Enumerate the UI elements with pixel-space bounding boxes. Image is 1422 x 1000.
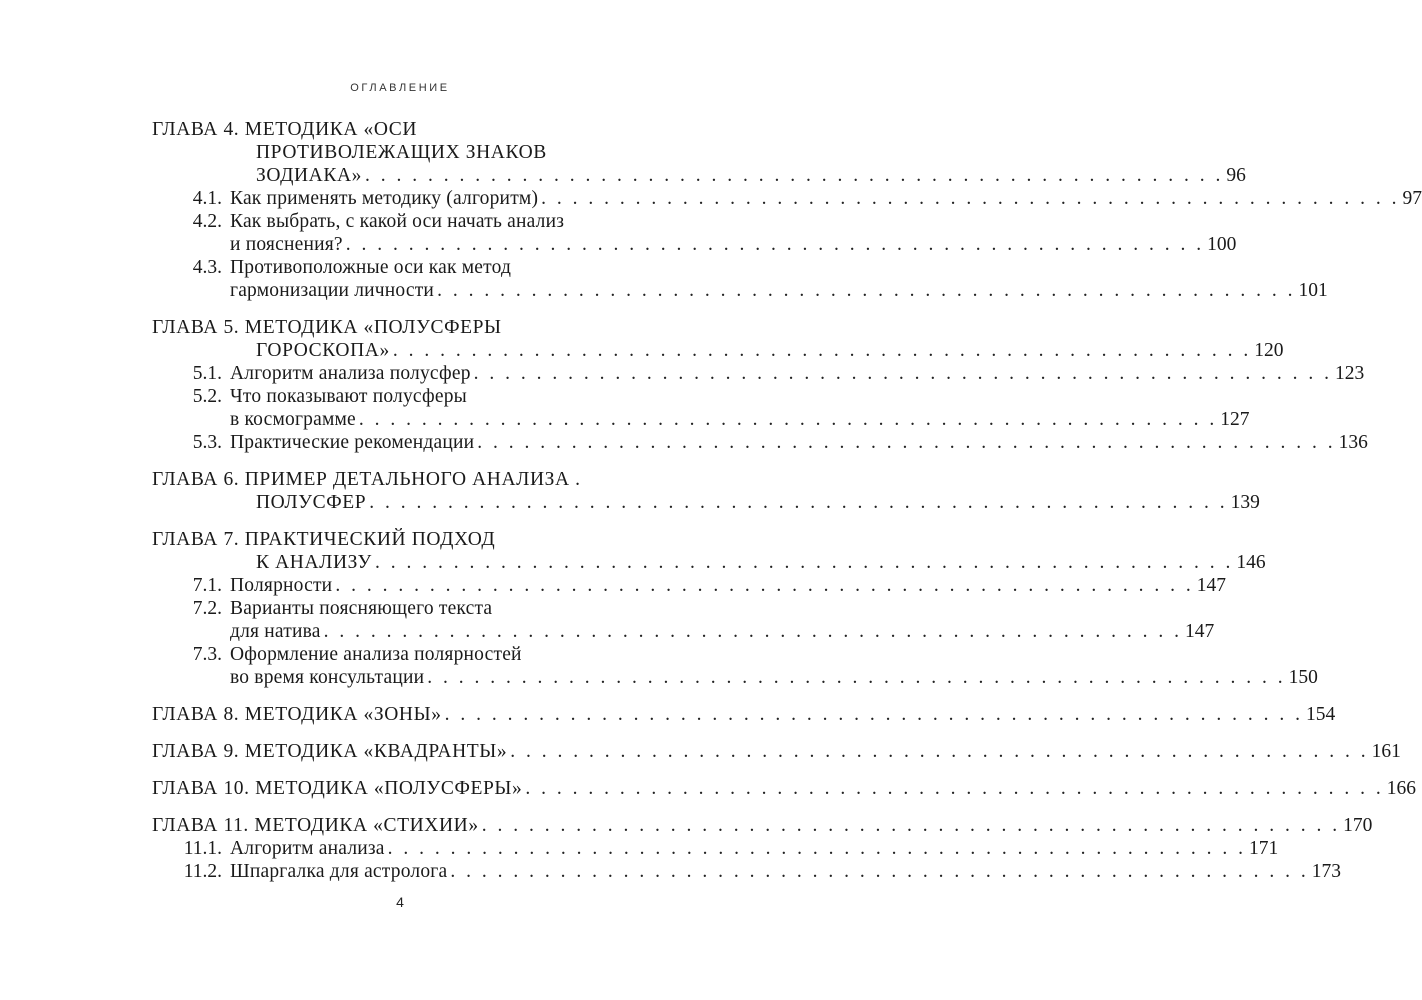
toc-page-number: 101 (1298, 280, 1328, 301)
toc-line[interactable] (230, 431, 1368, 454)
toc-page-number: 170 (1343, 815, 1373, 836)
section-number: 4.1. (192, 188, 222, 209)
toc-section[interactable] (152, 187, 1422, 210)
toc-line[interactable] (152, 118, 700, 141)
toc-line[interactable] (152, 316, 700, 339)
toc-line[interactable] (230, 860, 1341, 883)
toc-entry-title: ЗОДИАКА» (256, 165, 362, 186)
toc-entry-title: ГОРОСКОПА» (256, 340, 390, 361)
section-body (230, 643, 1318, 689)
toc-page-number: 171 (1249, 838, 1279, 859)
toc-chapter (152, 777, 1416, 800)
dot-leader: . . . . . . . . . . . . . . . . . . . . . . . . . . . . . . . . . . . . . . . . . . . . . . . . . . . . . . . (481, 815, 1341, 836)
section-body (230, 210, 1237, 256)
section-body (230, 837, 1279, 860)
toc-entry-title: Шпаргалка для астролога (230, 861, 448, 882)
toc-line[interactable] (230, 362, 1365, 385)
toc-line[interactable] (152, 740, 1401, 763)
toc-line[interactable] (230, 837, 1279, 860)
toc-line[interactable] (152, 528, 700, 551)
toc-section[interactable] (152, 210, 1237, 256)
dot-leader: . . . . . . . . . . . . . . . . . . . . . . . . . . . . . . . . . . . . . . . . . . . . . . . . . . . . . . . (374, 552, 1234, 573)
toc-entry-title: гармонизации личности (230, 280, 435, 301)
toc-entry-title: Практические рекомендации (230, 432, 475, 453)
chapter-heading[interactable] (152, 777, 1416, 800)
toc-section[interactable] (152, 256, 1328, 302)
dot-leader: . . . . . . . . . . . . . . . . . . . . . . . . . . . . . . . . . . . . . . . . . . . . . . . . . . . . . . . (427, 667, 1286, 688)
toc-page-number: 146 (1236, 552, 1266, 573)
toc-line[interactable] (230, 408, 1250, 431)
table-of-contents (152, 118, 1422, 897)
toc-entry-title: и пояснения? (230, 234, 343, 255)
toc-entry-title: Алгоритм анализа (230, 838, 385, 859)
toc-line[interactable] (152, 777, 1416, 800)
dot-leader: . . . . . . . . . . . . . . . . . . . . . . . . . . . . . . . . . . . . . . . . . . . . . . . . . . . . . . . (510, 741, 1369, 762)
toc-entry-title: Полярности (230, 575, 333, 596)
toc-entry-title: Как применять методику (алгоритм) (230, 188, 539, 209)
chapter-heading[interactable] (152, 814, 1373, 837)
toc-line[interactable] (230, 187, 1422, 210)
toc-entry-title: для натива (230, 621, 321, 642)
dot-leader: . . . . . . . . . . . . . . . . . . . . . . . . . . . . . . . . . . . . . . . . . . . . . . . . . . . . . . . (345, 234, 1205, 255)
toc-line[interactable] (230, 385, 700, 408)
toc-entry-title: Алгоритм анализа полусфер (230, 363, 471, 384)
toc-entry-title: К АНАЛИЗУ (256, 552, 372, 573)
toc-page-number: 173 (1311, 861, 1341, 882)
toc-chapter (152, 118, 1422, 302)
toc-page-number: 96 (1226, 165, 1246, 186)
toc-entry-title: ГЛАВА 4. МЕТОДИКА «ОСИ (152, 119, 418, 140)
dot-leader: . . . . . . . . . . . . . . . . . . . . . . . . . . . . . . . . . . . . . . . . . . . . . . . . . . . . . . . (365, 165, 1224, 186)
section-body (230, 574, 1226, 597)
section-body (230, 860, 1341, 883)
toc-section[interactable] (152, 385, 1250, 431)
section-body (230, 597, 1215, 643)
chapter-heading[interactable] (152, 528, 1266, 574)
toc-line[interactable] (230, 666, 1318, 689)
chapter-heading[interactable] (152, 468, 1260, 514)
toc-entry-title: ГЛАВА 7. ПРАКТИЧЕСКИЙ ПОДХОД (152, 529, 496, 550)
toc-entry-title: Варианты поясняющего текста (230, 598, 493, 619)
toc-page-number: 161 (1371, 741, 1401, 762)
section-number: 7.3. (192, 644, 222, 665)
toc-entry-title: ГЛАВА 10. МЕТОДИКА «ПОЛУСФЕРЫ» (152, 778, 523, 799)
dot-leader: . . . . . . . . . . . . . . . . . . . . . . . . . . . . . . . . . . . . . . . . . . . . . . . . . . . . . . . (477, 432, 1336, 453)
toc-line[interactable] (230, 210, 700, 233)
section-number: 5.3. (192, 432, 222, 453)
dot-leader: . . . . . . . . . . . . . . . . . . . . . . . . . . . . . . . . . . . . . . . . . . . . . . . . . . . . . . . (323, 621, 1183, 642)
dot-leader: . . . . . . . . . . . . . . . . . . . . . . . . . . . . . . . . . . . . . . . . . . . . . . . . . . . . . . . (335, 575, 1194, 596)
toc-entry-title: ГЛАВА 11. МЕТОДИКА «СТИХИИ» (152, 815, 479, 836)
toc-page-number: 166 (1386, 778, 1416, 799)
toc-line[interactable] (230, 256, 700, 279)
toc-section[interactable] (152, 362, 1365, 385)
toc-page-number: 123 (1335, 363, 1365, 384)
toc-entry-title: Что показывают полусферы (230, 386, 467, 407)
toc-page-number: 127 (1220, 409, 1250, 430)
toc-chapter (152, 528, 1318, 689)
toc-chapter (152, 814, 1373, 883)
toc-line[interactable] (152, 468, 700, 491)
toc-line[interactable] (152, 164, 1246, 187)
section-body (230, 256, 1328, 302)
page-number: 4 (396, 894, 404, 910)
chapter-heading[interactable] (152, 740, 1401, 763)
toc-page-number: 150 (1288, 667, 1318, 688)
toc-entry-title: ПОЛУСФЕР (256, 492, 367, 513)
section-number: 7.1. (192, 575, 222, 596)
dot-leader: . . . . . . . . . . . . . . . . . . . . . . . . . . . . . . . . . . . . . . . . . . . . . . . . . . . . . . . (444, 704, 1303, 725)
toc-line[interactable] (152, 551, 1266, 574)
section-number: 7.2. (192, 598, 222, 619)
dot-leader: . . . . . . . . . . . . . . . . . . . . . . . . . . . . . . . . . . . . . . . . . . . . . . . . . . . . . . . (392, 340, 1252, 361)
toc-line[interactable] (230, 574, 1226, 597)
toc-entry-title: ГЛАВА 9. МЕТОДИКА «КВАДРАНТЫ» (152, 741, 508, 762)
section-number: 11.1. (183, 838, 222, 859)
toc-chapter (152, 316, 1368, 454)
toc-line[interactable] (152, 703, 1336, 726)
toc-line[interactable] (152, 491, 1260, 514)
dot-leader: . . . . . . . . . . . . . . . . . . . . . . . . . . . . . . . . . . . . . . . . . . . . . . . . . . . . . . . (387, 838, 1247, 859)
dot-leader: . . . . . . . . . . . . . . . . . . . . . . . . . . . . . . . . . . . . . . . . . . . . . . . . . . . . . . . (450, 861, 1309, 882)
section-body (230, 385, 1250, 431)
dot-leader: . . . . . . . . . . . . . . . . . . . . . . . . . . . . . . . . . . . . . . . . . . . . . . . . . . . . . . . (525, 778, 1384, 799)
dot-leader: . . . . . . . . . . . . . . . . . . . . . . . . . . . . . . . . . . . . . . . . . . . . . . . . . . . . . . . (541, 188, 1400, 209)
section-body (230, 431, 1368, 454)
section-body (230, 362, 1365, 385)
section-number: 5.1. (192, 363, 222, 384)
toc-entry-title: Оформление анализа полярностей (230, 644, 522, 665)
toc-page-number: 120 (1254, 340, 1284, 361)
toc-page-number: 97 (1402, 188, 1422, 209)
dot-leader: . . . . . . . . . . . . . . . . . . . . . . . . . . . . . . . . . . . . . . . . . . . . . . . . . . . . . . . (437, 280, 1296, 301)
toc-line[interactable] (230, 620, 1215, 643)
toc-section[interactable] (152, 837, 1279, 860)
toc-chapter (152, 703, 1336, 726)
toc-page-number: 136 (1338, 432, 1368, 453)
toc-line[interactable] (152, 339, 1284, 362)
toc-entry-title: ГЛАВА 6. ПРИМЕР ДЕТАЛЬНОГО АНАЛИЗА . (152, 469, 581, 490)
section-number: 4.3. (192, 257, 222, 278)
toc-chapter (152, 740, 1401, 763)
toc-line[interactable] (152, 141, 700, 164)
dot-leader: . . . . . . . . . . . . . . . . . . . . . . . . . . . . . . . . . . . . . . . . . . . . . . . . . . . . . . . (358, 409, 1218, 430)
toc-page-number: 139 (1230, 492, 1260, 513)
toc-line[interactable] (230, 643, 700, 666)
section-number: 11.2. (183, 861, 222, 882)
toc-entry-title: Противоположные оси как метод (230, 257, 512, 278)
dot-leader: . . . . . . . . . . . . . . . . . . . . . . . . . . . . . . . . . . . . . . . . . . . . . . . . . . . . . . . (473, 363, 1333, 384)
toc-section[interactable] (152, 597, 1215, 643)
toc-entry-title: ГЛАВА 5. МЕТОДИКА «ПОЛУСФЕРЫ (152, 317, 502, 338)
chapter-heading[interactable] (152, 316, 1284, 362)
toc-line[interactable] (230, 233, 1237, 256)
section-number: 5.2. (192, 386, 222, 407)
toc-chapter (152, 468, 1260, 514)
running-head: ОГЛАВЛЕНИЕ (350, 82, 450, 94)
toc-section[interactable] (152, 574, 1226, 597)
section-number: 4.2. (192, 211, 222, 232)
toc-section[interactable] (152, 860, 1341, 883)
toc-page-number: 154 (1305, 704, 1336, 725)
chapter-heading[interactable] (152, 703, 1336, 726)
toc-entry-title: во время консультации (230, 667, 425, 688)
toc-page-number: 147 (1196, 575, 1226, 596)
toc-entry-title: в космограмме (230, 409, 356, 430)
toc-line[interactable] (230, 597, 700, 620)
section-body (230, 187, 1422, 210)
toc-entry-title: ПРОТИВОЛЕЖАЩИХ ЗНАКОВ (256, 142, 547, 163)
toc-section[interactable] (152, 431, 1368, 454)
dot-leader: . . . . . . . . . . . . . . . . . . . . . . . . . . . . . . . . . . . . . . . . . . . . . . . . . . . . . . . (369, 492, 1228, 513)
toc-entry-title: Как выбрать, с какой оси начать анализ (230, 211, 565, 232)
toc-section[interactable] (152, 643, 1318, 689)
toc-line[interactable] (152, 814, 1373, 837)
toc-page-number: 100 (1207, 234, 1237, 255)
toc-entry-title: ГЛАВА 8. МЕТОДИКА «ЗОНЫ» (152, 704, 442, 725)
chapter-heading[interactable] (152, 118, 1246, 187)
toc-page-number: 147 (1185, 621, 1215, 642)
toc-line[interactable] (230, 279, 1328, 302)
